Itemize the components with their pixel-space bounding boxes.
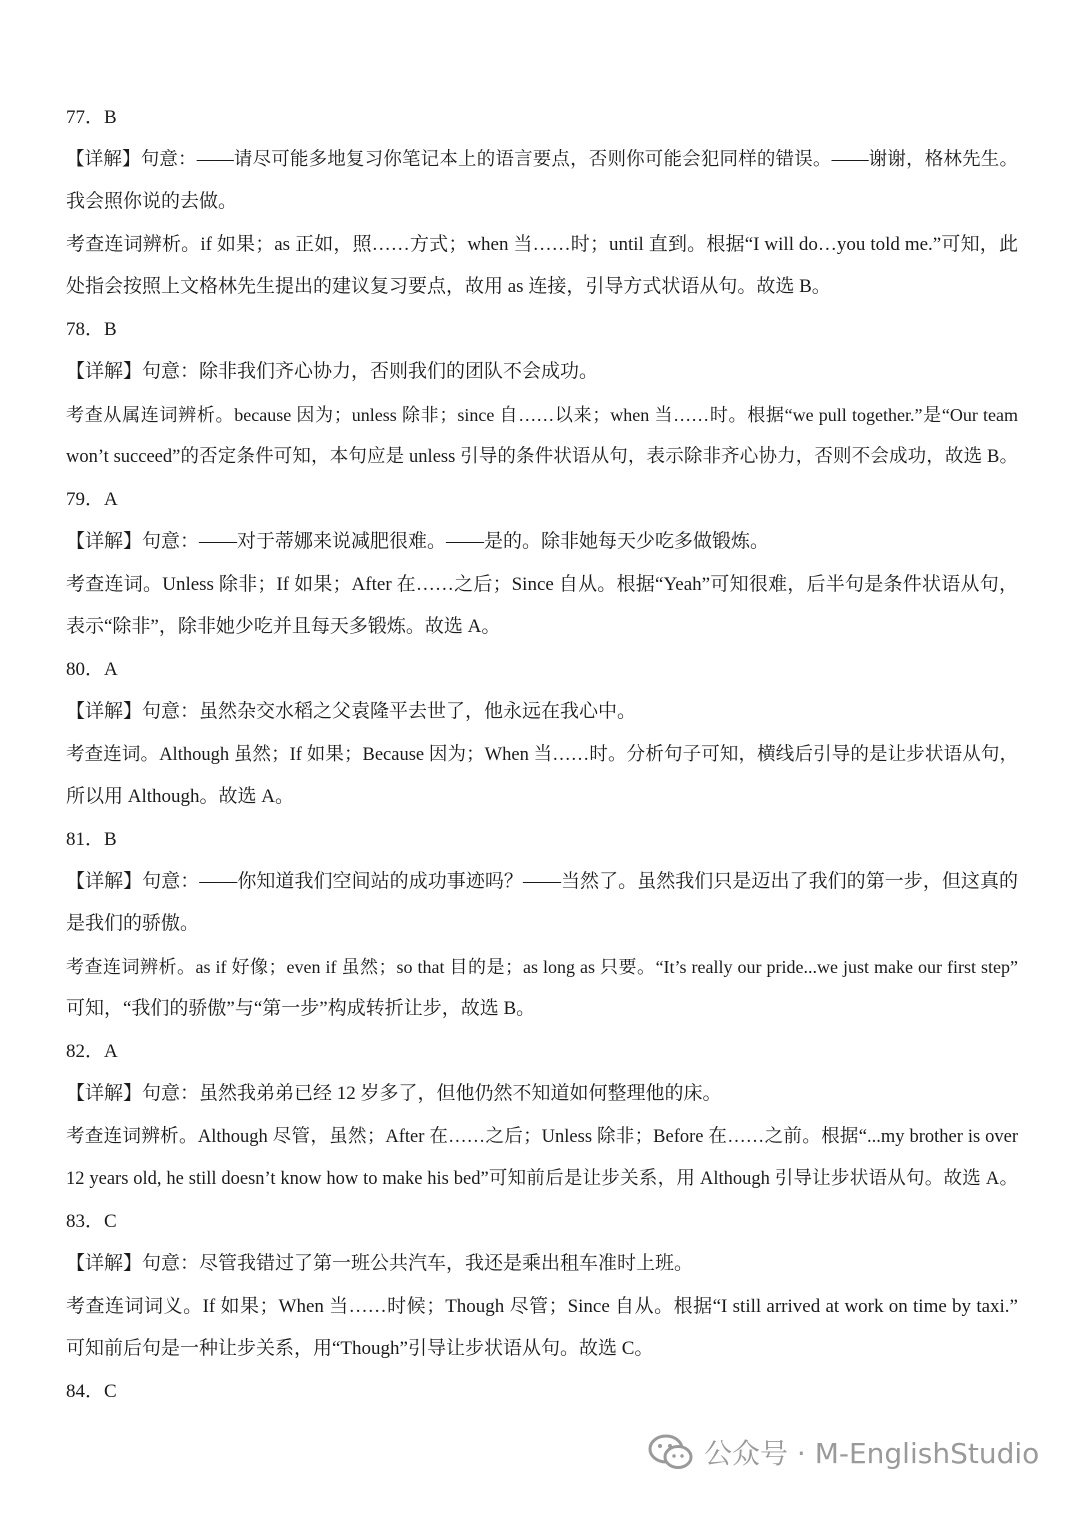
answer-detail: 【详解】句意：——你知道我们空间站的成功事迹吗？——当然了。虽然我们只是迈出了我们的第一步，但这真的 <box>66 871 1018 892</box>
answer-number: 83．C <box>66 1211 117 1232</box>
watermark-text: 公众号 · M-EnglishStudio <box>704 1437 1040 1470</box>
answer-analysis-cont: 所以用 Although。故选 A。 <box>66 786 295 807</box>
answer-analysis: 考查连词。Although 虽然；If 如果；Because 因为；When 当……时。分析句子可知，横线后引导的是让步状语从句， <box>66 745 1018 765</box>
answer-number: 81．B <box>66 829 117 850</box>
answer-detail: 【详解】句意：——请尽可能多地复习你笔记本上的语言要点，否则你可能会犯同样的错误。——谢谢，格林先生。 <box>66 150 1018 170</box>
answer-number: 84．C <box>66 1381 117 1402</box>
answer-number: 80．A <box>66 659 118 680</box>
answer-analysis: 考查连词辨析。Although 尽管，虽然；After 在……之后；Unless 除非；Before 在……之前。根据“...my brother is over <box>66 1127 1018 1147</box>
answer-analysis: 考查连词。Unless 除非；If 如果；After 在……之后；Since 自从。根据“Yeah”可知很难，后半句是条件状语从句， <box>66 574 1018 595</box>
answer-detail: 【详解】句意：——对于蒂娜来说减肥很难。——是的。除非她每天少吃多做锻炼。 <box>66 531 770 552</box>
answer-detail-cont: 我会照你说的去做。 <box>66 191 238 212</box>
watermark <box>648 1428 1039 1476</box>
wechat-icon <box>648 1432 694 1472</box>
answer-analysis: 考查连词辨析。as if 好像；even if 虽然；so that 目的是；as long as 只要。“It’s really our pride...we just make our first step” <box>66 957 1018 977</box>
answer-analysis-cont: 12 years old, he still doesn’t know how to make his bed”可知前后是让步关系，用 Although 引导让步状语从句。故选 A。 <box>66 1169 1018 1189</box>
answer-number: 79．A <box>66 489 118 510</box>
answer-analysis-cont: 可知前后句是一种让步关系，用“Though”引导让步状语从句。故选 C。 <box>66 1338 654 1359</box>
answer-detail: 【详解】句意：除非我们齐心协力，否则我们的团队不会成功。 <box>66 361 599 382</box>
answer-analysis-cont: won’t succeed”的否定条件可知，本句应是 unless 引导的条件状语从句，表示除非齐心协力，否则不会成功，故选 B。 <box>66 447 1018 467</box>
answer-number: 82．A <box>66 1041 118 1062</box>
answer-detail: 【详解】句意：虽然我弟弟已经 12 岁多了，但他仍然不知道如何整理他的床。 <box>66 1083 722 1104</box>
answer-number: 78．B <box>66 319 117 340</box>
answer-detail: 【详解】句意：尽管我错过了第一班公共汽车，我还是乘出租车准时上班。 <box>66 1253 694 1274</box>
answer-detail-cont: 是我们的骄傲。 <box>66 913 200 934</box>
answer-analysis: 考查从属连词辨析。because 因为；unless 除非；since 自……以来；when 当……时。根据“we pull together.”是“Our team <box>66 405 1018 425</box>
answer-analysis-cont: 可知，“我们的骄傲”与“第一步”构成转折让步，故选 B。 <box>66 998 536 1019</box>
answer-number: 77．B <box>66 107 117 128</box>
answer-analysis: 考查连词辨析。if 如果；as 正如，照……方式；when 当……时；until 直到。根据“I will do…you told me.”可知，此 <box>66 234 1018 255</box>
answer-analysis: 考查连词词义。If 如果；When 当……时候；Though 尽管；Since 自从。根据“I still arrived at work on time by taxi.” <box>66 1296 1018 1317</box>
answer-analysis-cont: 表示“除非”，除非她少吃并且每天多锻炼。故选 A。 <box>66 616 501 637</box>
answer-analysis-cont: 处指会按照上文格林先生提出的建议复习要点，故用 as 连接，引导方式状语从句。故选 B。 <box>66 276 831 297</box>
answer-detail: 【详解】句意：虽然杂交水稻之父袁隆平去世了，他永远在我心中。 <box>66 701 637 722</box>
